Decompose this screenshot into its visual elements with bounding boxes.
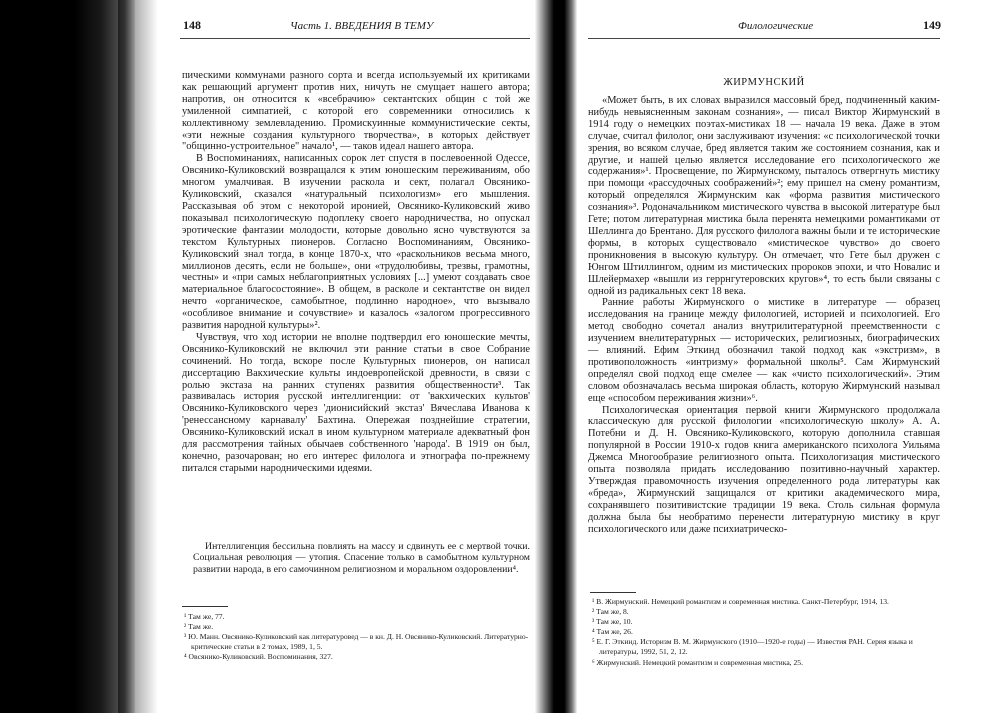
- footnote: ² Там же.: [184, 622, 214, 632]
- right-body-text: [588, 95, 940, 536]
- footnote: ⁵ Е. Г. Эткинд. Историзм В. М. Жирмунского (1910—1920-е годы) — Известия РАН. Серия языка и литературы, 1992, 51, 2, 12.: [592, 637, 913, 657]
- left-footnote-rule: [182, 606, 228, 607]
- paragraph: Чувствуя, что ход истории не вполне подтвердил его юношеские мечты, Овсянико-Куликовский не включил эти ранние статьи в свое Собрание сочинений. Но тогда, вскоре после Культурных пионеров, он написал диссертацию Вакхические культы индоевропейской древности, в связи с ролью экстаза на ранних ступенях развития общественности³. Так развивалась история русской интеллигенции: от 'вакхических культов' Овсянико-Куликовского через 'дионисийский экстаз' Вячеслава Иванова к 'ренессансному карнавалу' Бахтина. Опережая позднейшие стратегии, Овсянико-Куликовский искал в ином культурном материале адекватный фон для рассмотрения тайных обычаев собственного 'народа'. В 1919 он был, конечно, разочарован; но его интерес филолога и этнографа по-прежнему питался старыми народническими идеями.: [182, 331, 530, 474]
- paragraph: пическими коммунами разного сорта и всегда используемый их критиками как решающий аргумент против них, ничуть не смущает нашего автора; напротив, он относится к «всебрачию» сектантских общин с той же умиленной симпатией, с которой его современники относились к коллективному землевладению. Промискуинные коммунистические секты, «эти нежные создания культурного творчества», в которых действует "общинно-устроительное" начало¹, — таков идеал нашего автора.: [182, 70, 530, 153]
- footnote: ⁴ Там же, 26.: [592, 627, 633, 637]
- quote-text: Интеллигенция бессильна повлиять на массу и сдвинуть ее с мертвой точки. Социальная революция — утопия. Спасение только в самобытном культурном развитии народа, в его самочинном религиозном и моральном оздоровлении⁴.: [193, 541, 530, 575]
- left-running-head: Часть 1. ВВЕДЕНИЯ В ТЕМУ: [290, 20, 434, 32]
- footnote: ⁴ Овсянико-Куликовский. Воспоминания, 327.: [184, 652, 333, 662]
- footnote: ³ Там же, 10.: [592, 617, 633, 627]
- block-quote: [193, 541, 530, 575]
- right-running-head: Филологические: [738, 20, 814, 32]
- right-footnote-rule: [590, 592, 636, 593]
- footnote: ³ Ю. Манн. Овсянико-Куликовский как литературовед — в кн. Д. Н. Овсянико-Куликовский. Литературно-критические статьи в 2 томах, 1989, 1, 5.: [184, 632, 529, 652]
- footnote: ¹ Там же, 77.: [184, 612, 225, 621]
- section-title: ЖИРМУНСКИЙ: [723, 77, 805, 88]
- left-body-text: [182, 70, 530, 475]
- paragraph: Ранние работы Жирмунского о мистике в литературе — образец исследования на границе между филологией, историей и психологией. Его метод свободно сочетал анализ внутрилитературной преемственности с изучением внелитературных — исторических, религиозных, биографических — влияний. Ефим Эткинд обозначил такой подход как «экстризм», в противоположность «интризму» формальной школы⁵. Сам Жирмунский определял свой подход еще смелее — как «чисто психологический». Этим словом обозначалась весьма широкая область, которую Жирмунский называл еще «способом переживания жизни»⁶.: [588, 297, 940, 404]
- right-header-rule: [588, 38, 940, 39]
- footnote: ² Там же, 8.: [592, 607, 629, 617]
- paragraph: Психологическая ориентация первой книги Жирмунского продолжала классическую для русской филологии «психологическую школу» А. А. Потебни и Д. Н. Овсянико-Куликовского, которую дополнила ставшая популярной в России 1910-х годов книга американского психолога Уильяма Джемса Многообразие религиозного опыта. Психологизация мистического опыта позволяла придать исследованию позитивно-научный характер. Утверждая правомочность изучения определенного рода литературы как «бреда», Жирмунский защищался от критики академического мира, сохранявшего позитивистские традиции 19 века. Столь сильная формула должна была бы необратимо перенести литературную мистику в круг психологического или даже психиатрическо-: [588, 404, 940, 535]
- paragraph: «Может быть, в их словах выразился массовый бред, подчиненный каким-нибудь невыясненным законам сознания», — писал Виктор Жирмунский в 1914 году о немецких поэтах-мистиках 18 — начала 19 века. Даже в этом случае, считал филолог, они заслуживают изучения: «с психологической точки зрения, во всяком случае, бред является таким же состоянием сознания, как и другие, и нашей целью является исследование его психологического же содержания»¹. Просвещение, по Жирмунскому, пыталось отвергнуть мистику при помощи «рассудочных соображений»²; ему пришел на смену романтизм, который определялся Жирмунским как «форма развития мистического сознания»³. Родоначальником мистического чувства в высокой литературе был Гете; потом литературная мистика была перенята немецкими романтиками от Шеллинга до Брентано. Для русского филолога важны были и те исторические формы, в которых существовало «мистическое чувство» до своего проникновения в высокую культуру. Он отмечает, что Гете был дружен с Юнгом Штиллингом, одним из мистических пророков эпохи, и что Новалис и Шлейермахер «вышли из геррнгутеровских кругов»⁴, то есть были связаны с одной из радикальных сект 18 века.: [588, 95, 940, 297]
- paragraph: В Воспоминаниях, написанных сорок лет спустя в послевоенной Одессе, Овсянико-Куликовский возвращался к этим юношеским переживаниям, обо многом умалчивая. В изучении раскола и сект, полагал Овсянико-Куликовский, сказался «натуральный психологизм» его мышления. Рассказывая об этом с некоторой иронией, Овсянико-Куликовский живо показывал психологическую подоплеку своего народничества, но опускал эротические фантазии молодости, которые довольно ясно чувствуются за текстом Культурных пионеров. Согласно Воспоминаниям, Овсянико-Куликовский знал тогда, в конце 1870-х, что «раскольников весьма много, миллионов десять, если не больше», они «трудолюбивы, трезвы, грамотны, честны» и «при самых неблагоприятных условиях [...] умеют создавать свое материальное благосостояние». В общем, в расколе и сектантстве он видел нечто «органическое, самобытное, подлинно народное», что вызывало «особливое внимание и сочувствие» и казалось «залогом прогрессивного развития народной культуры»².: [182, 153, 530, 332]
- footnote: ⁶ Жирмунский. Немецкий романтизм и современная мистика, 25.: [592, 657, 803, 667]
- left-footnotes: [184, 612, 530, 662]
- footnote: ¹ В. Жирмунский. Немецкий романтизм и современная мистика. Санкт-Петербург, 1914, 13.: [592, 597, 889, 606]
- left-page-number: 148: [183, 18, 201, 32]
- left-header-rule: [180, 38, 530, 39]
- right-page-number: 149: [923, 18, 941, 32]
- right-footnotes: [592, 597, 940, 668]
- scan-shadow-left: [0, 0, 135, 713]
- book-gutter-shadow: [535, 0, 577, 713]
- scan-shadow-fade: [118, 0, 158, 713]
